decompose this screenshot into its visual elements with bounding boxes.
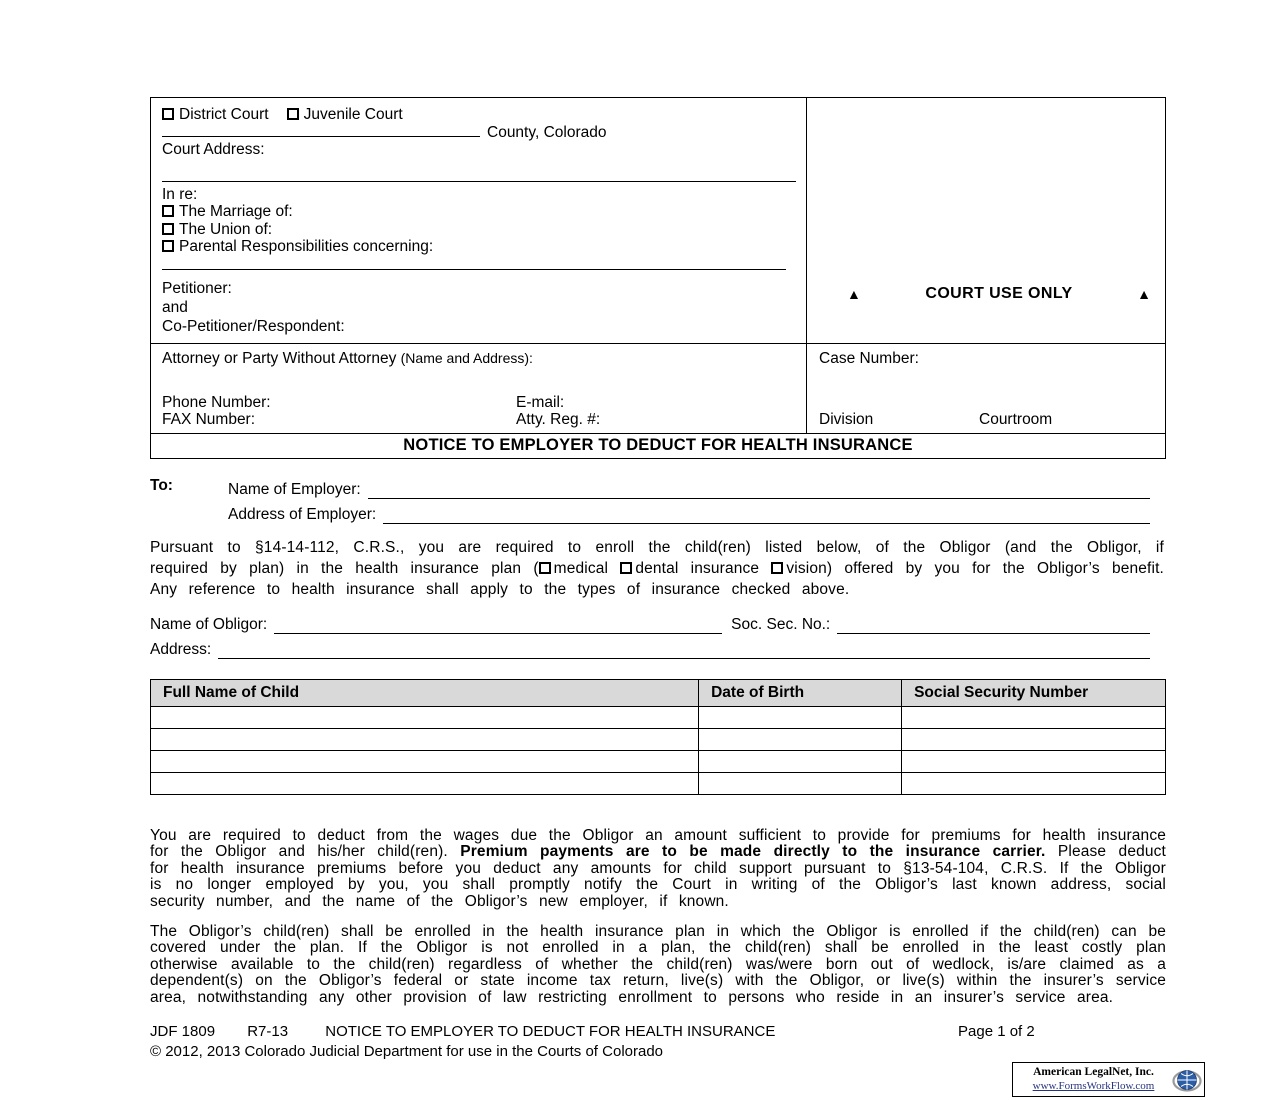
form-revision: R7-13 bbox=[247, 1023, 289, 1041]
child-cell[interactable] bbox=[902, 773, 1166, 795]
attorney-fill-space[interactable] bbox=[162, 368, 794, 394]
children-table-header-row bbox=[151, 680, 1166, 707]
court-use-only-label: COURT USE ONLY bbox=[925, 285, 1073, 302]
employer-name-blank-line[interactable] bbox=[368, 496, 1150, 499]
case-number-fill-space[interactable] bbox=[819, 368, 1153, 411]
right-triangle-icon: ▲ bbox=[1137, 286, 1151, 302]
medical-label: medical bbox=[553, 560, 609, 577]
district-court-label: District Court bbox=[179, 106, 269, 123]
to-section bbox=[150, 474, 1166, 524]
union-of-checkbox[interactable] bbox=[162, 223, 174, 235]
juvenile-court-label: Juvenile Court bbox=[303, 106, 403, 123]
col-header-social-security: Social Security Number bbox=[902, 680, 1166, 707]
juvenile-court-checkbox[interactable] bbox=[287, 108, 299, 120]
child-row bbox=[151, 751, 1166, 773]
court-type-line bbox=[162, 106, 794, 124]
footer-form-title: NOTICE TO EMPLOYER TO DEDUCT FOR HEALTH INSURANCE bbox=[325, 1023, 776, 1041]
attorney-paren-label: (Name and Address): bbox=[400, 350, 533, 366]
court-address-label: Court Address: bbox=[162, 141, 265, 158]
parental-checkbox[interactable] bbox=[162, 240, 174, 252]
in-re-label: In re: bbox=[162, 185, 198, 203]
atty-reg-label: Atty. Reg. #: bbox=[516, 411, 601, 428]
child-row bbox=[151, 707, 1166, 729]
children-table-body bbox=[151, 707, 1166, 795]
deduction-text-1: You are required to deduct from the wages due the Obligor an amount sufficient to provide for premiums for health insurance for the Obligor and his/her child(ren). bbox=[150, 827, 1166, 861]
obligor-address-label: Address: bbox=[150, 641, 212, 658]
attorney-line bbox=[162, 350, 794, 368]
child-row bbox=[151, 729, 1166, 751]
child-cell[interactable] bbox=[902, 751, 1166, 773]
union-of-line bbox=[162, 221, 794, 239]
ssn-blank-line[interactable] bbox=[837, 631, 1150, 634]
division-courtroom-line bbox=[819, 411, 1153, 428]
form-content bbox=[150, 97, 1166, 1060]
attorney-label: Attorney or Party Without Attorney bbox=[162, 350, 397, 367]
to-label: To: bbox=[150, 477, 173, 494]
case-number-label: Case Number: bbox=[819, 350, 919, 367]
employer-address-line bbox=[228, 499, 1150, 524]
form-id: JDF 1809 bbox=[150, 1023, 216, 1041]
parental-line bbox=[162, 238, 794, 256]
obligor-name-blank-line[interactable] bbox=[274, 631, 722, 634]
child-cell[interactable] bbox=[699, 729, 902, 751]
fax-attyreg-line bbox=[162, 411, 794, 428]
child-row bbox=[151, 773, 1166, 795]
child-cell[interactable] bbox=[902, 729, 1166, 751]
phone-email-line bbox=[162, 394, 794, 411]
name-of-obligor-label: Name of Obligor: bbox=[150, 616, 268, 633]
obligor-name-line bbox=[150, 609, 1150, 634]
child-cell[interactable] bbox=[699, 773, 902, 795]
child-cell[interactable] bbox=[151, 729, 699, 751]
address-of-employer-label: Address of Employer: bbox=[228, 506, 377, 523]
child-cell[interactable] bbox=[151, 773, 699, 795]
left-triangle-icon: ▲ bbox=[847, 286, 861, 302]
obligor-address-blank-line[interactable] bbox=[218, 656, 1150, 659]
marriage-of-line bbox=[162, 203, 794, 221]
county-blank-line[interactable] bbox=[162, 125, 480, 137]
marriage-of-label: The Marriage of: bbox=[179, 203, 293, 220]
email-label: E-mail: bbox=[516, 394, 565, 411]
union-of-label: The Union of: bbox=[179, 220, 273, 238]
phone-number-label: Phone Number: bbox=[162, 394, 271, 411]
obligor-address-line bbox=[150, 634, 1150, 659]
premium-payments-bold-text: Premium payments are to be made directly to the insurance carrier. bbox=[460, 843, 1046, 861]
attorney-section bbox=[151, 344, 807, 433]
children-table bbox=[150, 679, 1166, 795]
child-cell[interactable] bbox=[699, 751, 902, 773]
child-cell[interactable] bbox=[151, 751, 699, 773]
form-title: NOTICE TO EMPLOYER TO DEDUCT FOR HEALTH INSURANCE bbox=[151, 433, 1165, 458]
fax-number-label: FAX Number: bbox=[162, 411, 256, 428]
court-info-section bbox=[151, 98, 807, 343]
col-header-date-of-birth: Date of Birth bbox=[699, 680, 902, 707]
in-re-blank-line[interactable] bbox=[162, 269, 786, 270]
case-number-section bbox=[807, 344, 1165, 433]
employer-lines bbox=[228, 474, 1150, 524]
pursuant-text-1: Pursuant to §14-14-112, C.R.S., you are required to enroll the child(ren) listed below, of the Obligor (and the Obligor, if required by plan) in the health insurance plan ( bbox=[150, 539, 1164, 577]
legalnet-url-link[interactable]: www.FormsWorkFlow.com bbox=[1032, 1079, 1155, 1092]
court-address-blank-line[interactable] bbox=[162, 181, 796, 182]
ssn-label: Soc. Sec. No.: bbox=[731, 616, 831, 633]
and-label: and bbox=[162, 298, 188, 316]
col-header-full-name: Full Name of Child bbox=[151, 680, 699, 707]
enrollment-paragraph: The Obligor’s child(ren) shall be enrolled in the health insurance plan in which the Obligor is enrolled if the child(ren) can be covered under the plan. If the Obligor is not enrolled in a plan, the child(ren) shall be enrolled in the least costly plan otherwise available to the child(ren) regardless of whether the child(ren) was/were born out of wedlock, is/are claimed as a dependent(s) on the Obligor’s federal or state income tax return, live(s) with the Obligor, or live(s) within the insurer’s service area, notwithstanding any other provision of law restricting enrollment to persons who reside in an insurer’s service area. bbox=[150, 923, 1166, 1006]
pursuant-paragraph bbox=[150, 537, 1166, 600]
globe-logo-icon bbox=[1172, 1065, 1202, 1095]
deduction-text-2: Please deduct for health insurance premiums before you deduct any amounts for child support pursuant to §13-54-104, C.R.S. If the Obligor is no longer employed by you, you shall promptly notify the Court in writing of the Obligor’s last known address, social security number, and the name of the Obligor’s new employer, if known. bbox=[150, 843, 1166, 910]
courtroom-label: Courtroom bbox=[979, 411, 1053, 428]
form-footer bbox=[150, 1023, 1166, 1040]
division-label: Division bbox=[819, 411, 874, 428]
obligor-section bbox=[150, 609, 1166, 659]
child-cell[interactable] bbox=[902, 707, 1166, 729]
district-court-checkbox[interactable] bbox=[162, 108, 174, 120]
american-legalnet-badge bbox=[1012, 1062, 1205, 1097]
dental-checkbox[interactable] bbox=[620, 562, 632, 574]
employer-name-line bbox=[228, 474, 1150, 499]
county-suffix-label: County, Colorado bbox=[487, 123, 607, 141]
child-cell[interactable] bbox=[699, 707, 902, 729]
name-of-employer-label: Name of Employer: bbox=[228, 481, 361, 498]
court-use-only-banner bbox=[847, 285, 1151, 303]
legalnet-text bbox=[1017, 1065, 1170, 1093]
case-caption-box bbox=[150, 97, 1166, 459]
pursuant-text-2: vision) offered by you for the Obligor’s benefit. Any reference to health insurance shall apply to the types of insurance checked above. bbox=[150, 560, 1164, 598]
vision-checkbox[interactable] bbox=[771, 562, 783, 574]
legalnet-company-name: American LegalNet, Inc. bbox=[1033, 1066, 1154, 1079]
caption-middle-row bbox=[151, 343, 1165, 433]
copyright-notice: © 2012, 2013 Colorado Judicial Department for use in the Courts of Colorado bbox=[150, 1043, 664, 1061]
page-number: Page 1 of 2 bbox=[958, 1023, 1035, 1041]
deduction-paragraph bbox=[150, 828, 1166, 910]
marriage-of-checkbox[interactable] bbox=[162, 205, 174, 217]
employer-address-blank-line[interactable] bbox=[383, 521, 1150, 524]
petitioner-label: Petitioner: bbox=[162, 279, 232, 297]
court-use-only-section bbox=[807, 98, 1165, 343]
parental-label: Parental Responsibilities concerning: bbox=[179, 238, 434, 255]
county-line bbox=[162, 124, 794, 142]
dental-label: dental insurance bbox=[635, 560, 760, 577]
medical-checkbox[interactable] bbox=[539, 562, 551, 574]
child-cell[interactable] bbox=[151, 707, 699, 729]
caption-top-row bbox=[151, 98, 1165, 343]
co-petitioner-label: Co-Petitioner/Respondent: bbox=[162, 317, 345, 335]
